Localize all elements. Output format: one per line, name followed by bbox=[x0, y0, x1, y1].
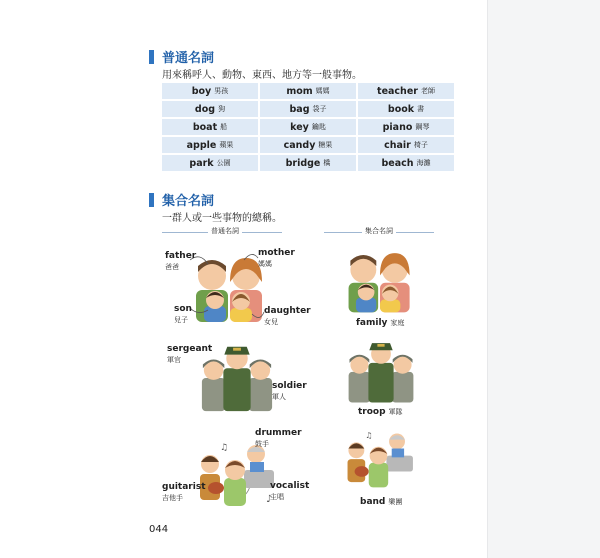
table-cell: piano 鋼琴 bbox=[358, 119, 454, 135]
common-nouns-heading bbox=[149, 47, 214, 66]
label-father: father 爸爸 bbox=[165, 251, 197, 271]
family-group-illustration bbox=[343, 246, 417, 314]
common-nouns-table bbox=[162, 83, 454, 171]
troop-illustration bbox=[345, 338, 417, 404]
collective-nouns-subtitle: 一群人或一些事物的總稱。 bbox=[162, 213, 282, 224]
table-cell: beach 海灘 bbox=[358, 155, 454, 171]
band-illustration bbox=[344, 428, 420, 492]
collective-nouns-title: 集合名詞 bbox=[162, 194, 215, 209]
label-soldier: soldier 軍人 bbox=[272, 381, 307, 401]
column-header-common: 普通名詞 bbox=[208, 226, 242, 236]
column-header-collective: 集合名詞 bbox=[362, 226, 396, 236]
label-vocalist: vocalist 主唱 bbox=[270, 481, 310, 501]
page-number: 044 bbox=[149, 524, 169, 535]
table-cell: apple 蘋果 bbox=[162, 137, 258, 153]
label-band: band 樂團 bbox=[360, 497, 403, 507]
label-guitarist: guitarist 吉他手 bbox=[162, 482, 206, 502]
table-cell: book 書 bbox=[358, 101, 454, 117]
label-son: son 兒子 bbox=[174, 304, 192, 324]
page-edge-line bbox=[487, 0, 488, 558]
svg-text:♫: ♫ bbox=[220, 443, 229, 453]
table-cell: park 公園 bbox=[162, 155, 258, 171]
table-cell: candy 糖果 bbox=[260, 137, 356, 153]
page-edge bbox=[488, 0, 600, 558]
label-mother: mother 媽媽 bbox=[258, 248, 295, 268]
label-family: family 家庭 bbox=[356, 318, 405, 328]
table-cell: boy 男孩 bbox=[162, 83, 258, 99]
table-cell: bag 袋子 bbox=[260, 101, 356, 117]
label-drummer: drummer 鼓手 bbox=[255, 428, 302, 448]
label-sergeant: sergeant 軍官 bbox=[167, 344, 213, 364]
table-cell: mom 媽媽 bbox=[260, 83, 356, 99]
heading-bar bbox=[149, 50, 154, 64]
table-cell: bridge 橋 bbox=[260, 155, 356, 171]
svg-text:♫: ♫ bbox=[365, 430, 373, 440]
common-nouns-subtitle: 用來稱呼人、動物、東西、地方等一般事物。 bbox=[162, 70, 362, 81]
common-nouns-title: 普通名詞 bbox=[162, 51, 215, 66]
table-cell: key 鑰匙 bbox=[260, 119, 356, 135]
table-cell: teacher 老師 bbox=[358, 83, 454, 99]
label-troop: troop 軍隊 bbox=[358, 407, 403, 417]
collective-nouns-heading bbox=[149, 190, 214, 209]
svg-text:♪: ♪ bbox=[266, 494, 273, 505]
table-cell: boat 船 bbox=[162, 119, 258, 135]
label-daughter: daughter 女兒 bbox=[264, 306, 311, 326]
heading-bar bbox=[149, 193, 154, 207]
table-cell: chair 椅子 bbox=[358, 137, 454, 153]
table-cell: dog 狗 bbox=[162, 101, 258, 117]
